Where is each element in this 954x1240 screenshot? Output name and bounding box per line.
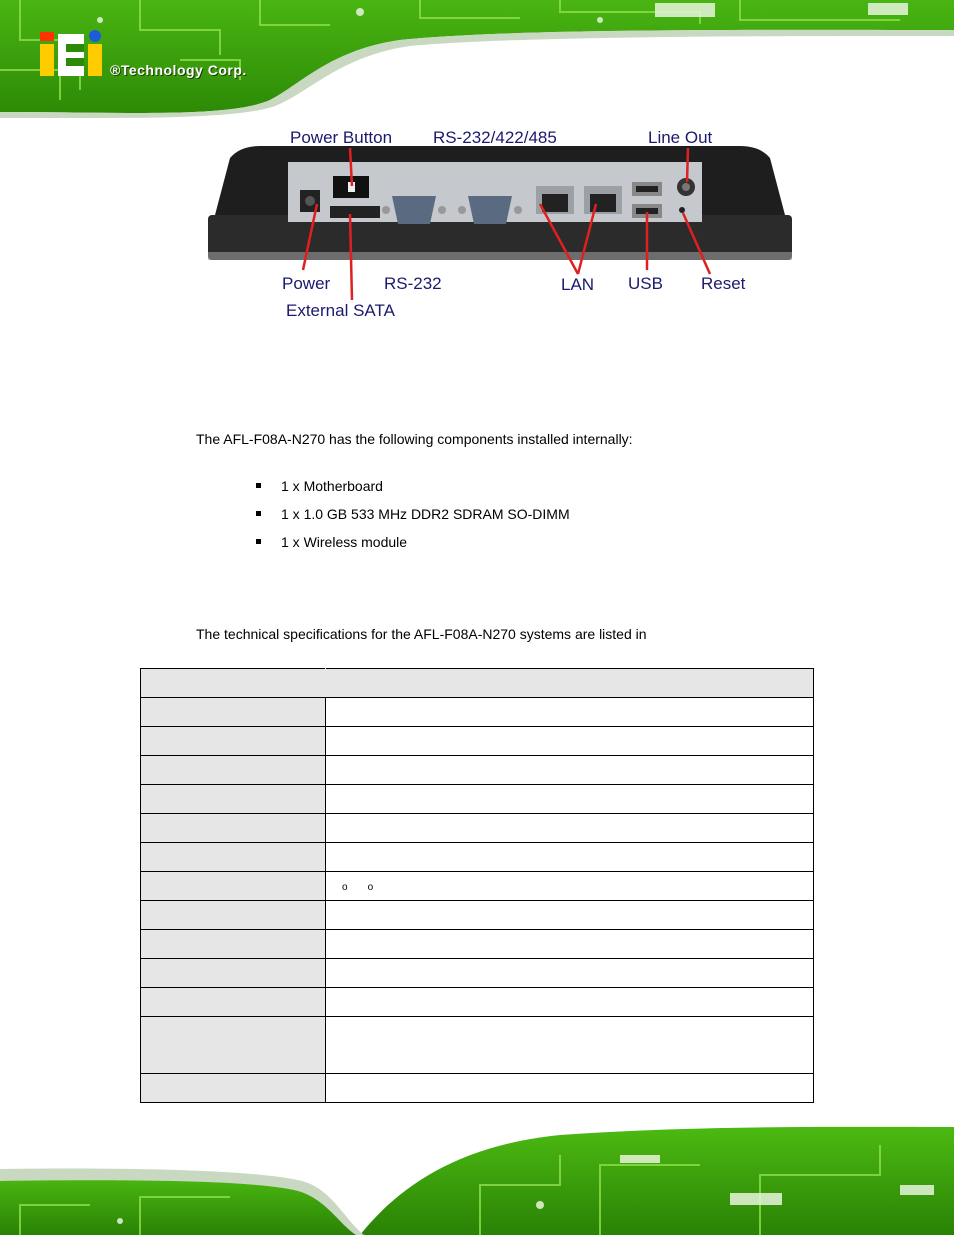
- table-row: [141, 930, 814, 959]
- label-usb: USB: [628, 274, 663, 293]
- table-cell: [141, 785, 326, 814]
- table-row: [141, 698, 814, 727]
- table-cell: [141, 843, 326, 872]
- table-cell: [326, 698, 814, 727]
- degree-mark: o: [367, 881, 374, 893]
- table-cell: [326, 785, 814, 814]
- table-row: [141, 814, 814, 843]
- table-cell: [141, 1074, 326, 1103]
- table-cell: [326, 814, 814, 843]
- label-lan: LAN: [561, 275, 595, 294]
- table-row: [141, 1074, 814, 1103]
- degree-mark: o: [342, 881, 348, 893]
- table-row: [141, 669, 814, 698]
- list-item: [256, 478, 570, 506]
- table-cell: [141, 727, 326, 756]
- table-row: [141, 727, 814, 756]
- rear-panel-figure: [200, 120, 800, 330]
- table-cell: [141, 930, 326, 959]
- list-item: [256, 506, 570, 534]
- table-row: [141, 756, 814, 785]
- table-row: [141, 988, 814, 1017]
- label-rs232: RS-232: [384, 274, 442, 293]
- footer-banner: [0, 1125, 954, 1235]
- table-row: [141, 872, 814, 901]
- bullet-square-icon: [256, 511, 261, 516]
- table-cell: [141, 1017, 326, 1074]
- table-cell: [141, 698, 326, 727]
- table-cell: [141, 756, 326, 785]
- label-power: Power: [282, 274, 331, 293]
- table-row: [141, 785, 814, 814]
- label-rs232-422-485: RS-232/422/485: [433, 128, 557, 147]
- table-cell: [141, 814, 326, 843]
- table-cell: [326, 1017, 814, 1074]
- rear-panel-illustration: [200, 120, 800, 330]
- list-item-text: 1 x Motherboard: [281, 478, 383, 494]
- table-cell: [326, 727, 814, 756]
- specifications-table: [140, 668, 814, 1103]
- table-cell: [141, 988, 326, 1017]
- table-cell: [141, 959, 326, 988]
- label-line-out: Line Out: [648, 128, 713, 147]
- table-cell: [326, 988, 814, 1017]
- circuit-board-footer-graphic: [0, 1125, 954, 1235]
- list-item: [256, 534, 570, 562]
- components-intro: The AFL-F08A-N270 has the following components installed internally:: [196, 431, 633, 447]
- bullet-square-icon: [256, 539, 261, 544]
- table-cell: [326, 959, 814, 988]
- table-row: [141, 1017, 814, 1074]
- list-item-text: 1 x 1.0 GB 533 MHz DDR2 SDRAM SO-DIMM: [281, 506, 570, 522]
- table-cell: [326, 843, 814, 872]
- table-cell: [326, 901, 814, 930]
- components-list: [256, 478, 570, 562]
- table-cell: [141, 669, 326, 698]
- table-cell: [326, 1074, 814, 1103]
- label-power-button: Power Button: [290, 128, 393, 147]
- table-cell: [326, 756, 814, 785]
- circuit-board-header-graphic: [0, 0, 954, 118]
- table-cell: [326, 872, 814, 901]
- table-row: [141, 901, 814, 930]
- table-cell: [141, 901, 326, 930]
- table-cell: [326, 669, 814, 698]
- list-item-text: 1 x Wireless module: [281, 534, 408, 550]
- header-banner: [0, 0, 954, 118]
- company-name: ®Technology Corp.: [110, 62, 247, 78]
- table-row: [141, 843, 814, 872]
- specifications-intro: The technical specifications for the AFL-F08A-N270 systems are listed in: [196, 626, 647, 642]
- table-cell: [141, 872, 326, 901]
- label-external-sata: External SATA: [286, 301, 395, 320]
- label-reset: Reset: [701, 274, 746, 293]
- table-row: [141, 959, 814, 988]
- bullet-square-icon: [256, 483, 261, 488]
- table-cell: [326, 930, 814, 959]
- iei-logo-icon: [40, 30, 102, 76]
